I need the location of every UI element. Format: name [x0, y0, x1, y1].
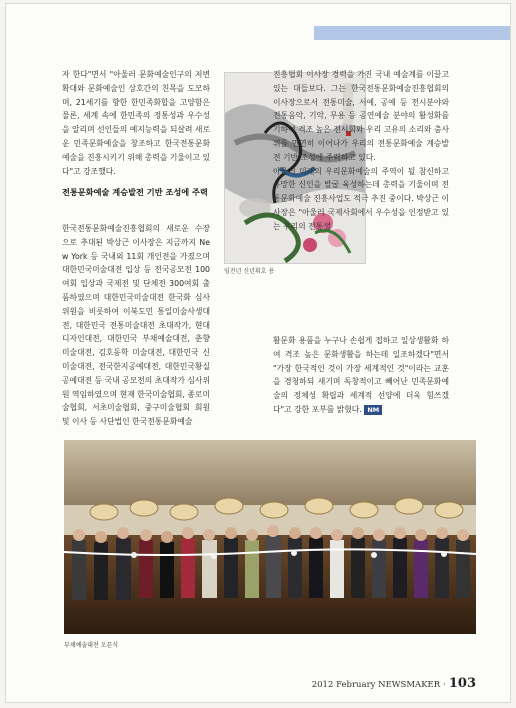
issue-label: 2012 February NEWSMAKER: [311, 680, 441, 690]
page-number: 103: [448, 676, 476, 691]
photo-caption: 부채예술대전 오픈식: [64, 642, 119, 649]
article-left-column-continued: [62, 222, 210, 429]
article-paragraph: 자 한다"면서 "아울러 문화예술인구의 저변확대와 문화예술인 상호간의 친목을 도모하며, 21세기를 향한 한민족화합을 고양함은 물론, 세계 속에 한민족의 정통성과 우수성을 알리며 선인들의 예지능력을 되살려 새로운 민족문화예술을 창조하고 한국전통문화예술을 진흥시키기 위해 총력을 기울이고 있다"고 강조했다.: [62, 70, 210, 176]
opening-ceremony-photo: [64, 440, 476, 634]
article-paragraph: 아울러 미래의 우리문화예술의 주역이 될 참신하고 유망한 신인을 발굴 육성하는데 총력을 기울이며 전통문화예술 진흥사업도 적극 추진 중이다. 박상근 이사장은 "아울러 국제사회에서 우수성을 인정받고 있는 우리의 전통생: [273, 166, 449, 231]
article-subheading: 전통문화예술 계승발전 기반 조성에 주력: [62, 187, 208, 198]
article-right-column: [273, 68, 449, 234]
ceremony-photo-image: [64, 440, 476, 634]
article-left-column: [62, 68, 210, 200]
footer-separator: ·: [443, 680, 446, 690]
article-paragraph-text: 활문화 용품을 누구나 손쉽게 접하고 일상생활화 하여 격조 높은 문화생활을 하는데 일조하겠다"면서 "가장 한국적인 것이 가장 세계적인 것"이라는 교훈을 경청하되 새기며 독창적이고 빼어난 민족문화예술의 정체성 확립과 세계적 선양에 더욱 힘쓰겠다"고 강한 포부를 밝혔다.: [273, 336, 449, 414]
magazine-page: [5, 3, 511, 703]
page-footer: [312, 676, 476, 691]
section-header-band: [314, 26, 510, 40]
article-paragraph: [273, 334, 449, 417]
painting-caption: 임진년 신년휘호 용: [224, 268, 275, 275]
article-paragraph: 한국전통문화예술진흥협회의 새로운 수장으로 추대된 박상근 이사장은 지금까지 New York 등 국내외 11회 개인전을 가졌으며 대한민국미술대전 입상 등 전국공모전 100여회 입상과 국제전 및 단체전 300여회 출품하였으며 대한민국미술대전 한국화 심사위원을 비롯하여 이북도민 통일미술사생대전, 대한민국 전통미술대전 초대작가, 현대디자인대전, 대한민국 부채예술대전, 춘향 미술대전, 김호동학 미술대전, 대한민국 신미술대전, 전국한지공예대전, 대한민국황실공예대전 등 국내 공모전의 초대작가 심사위원 역임하였으며 현재 한국미술협회, 종로미술협회, 서초미술협회, 중구미술협회 회원 및 이사 등 사단법인 한국전통문화예술: [62, 224, 210, 427]
article-right-column-continued: [273, 334, 449, 417]
article-paragraph: 진흥협회 이사장 경력을 가진 국내 예술계를 이끌고 있는 대들보다. 그는 한국전통문화예술진흥협회의 이사장으로서 전통미술, 서예, 공예 등 전시분야와 전통음악, 기악, 무용 등 공연예술 분야의 활성화를 기하여 격조 높은 전시회와 우리 고유의 소리와 춤사위를 면면히 이어나가 우리의 전통문화예술 계승발전 기반 조성에 주력하고 있다.: [273, 70, 449, 162]
nm-end-badge: NM: [364, 405, 382, 415]
